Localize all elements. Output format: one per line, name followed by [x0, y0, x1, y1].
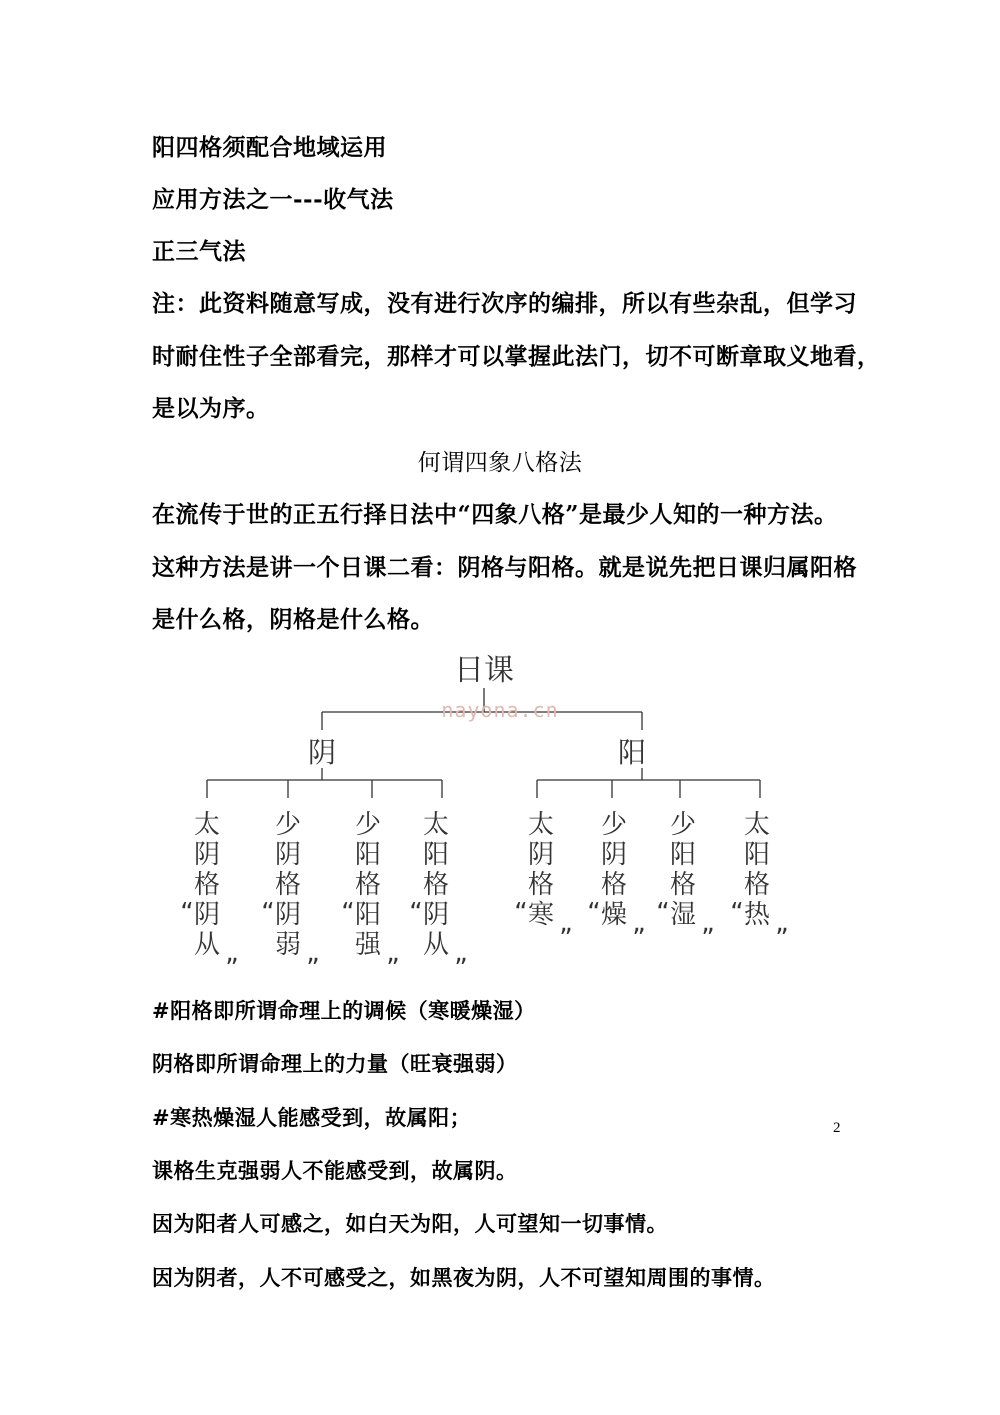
paragraph-5: 时耐住性子全部看完，那样才可以掌握此法门，切不可断章取义地看， [152, 343, 881, 370]
yin-leaf-name-char: 格 [274, 870, 302, 900]
note-line-6: 因为阴者，人不可感受之，如黑夜为阴，人不可望知周围的事情。 [152, 1265, 776, 1290]
yang-branch-label: 阳 [617, 736, 647, 769]
yin-leaf-quote-char: 弱 [274, 930, 302, 960]
yin-leaf-open-quote: “ [180, 898, 194, 928]
yin-leaf-name-char: 太 [193, 810, 221, 840]
yang-leaf-close-quote: „ [632, 908, 646, 938]
yin-leaf-close-quote: „ [386, 938, 400, 968]
note-line-4: 课格生克强弱人不能感受到，故属阴。 [152, 1158, 518, 1183]
yin-leaf-quote-char: 阴 [193, 900, 221, 930]
note-line-5: 因为阳者人可感之，如白天为阳，人可望知一切事情。 [152, 1211, 668, 1236]
yang-leaf-quote-char: 燥 [600, 900, 628, 930]
yang-leaf-open-quote: “ [656, 898, 670, 928]
yang-leaf-name-char: 少 [600, 810, 628, 840]
note-line-2: 阴格即所谓命理上的力量（旺衰强弱） [152, 1051, 518, 1076]
yin-leaf-close-quote: „ [306, 938, 320, 968]
yang-leaf-close-quote: „ [701, 908, 715, 938]
paragraph-4: 注：此资料随意写成，没有进行次序的编排，所以有些杂乱，但学习 [152, 290, 857, 317]
intro-line-2: 这种方法是讲一个日课二看：阴格与阳格。就是说先把日课归属阳格 [152, 554, 857, 581]
yin-leaf-open-quote: “ [261, 898, 275, 928]
watermark: nayona.cn [441, 698, 559, 722]
yin-branch-label: 阴 [307, 736, 337, 769]
yin-leaf-name-char: 少 [274, 810, 302, 840]
paragraph-6: 是以为序。 [152, 395, 270, 422]
yin-leaf-close-quote: „ [225, 938, 239, 968]
yin-leaf-quote-char: 阳 [354, 900, 382, 930]
yin-leaf-name-char: 阴 [274, 840, 302, 870]
yin-leaf-quote-char: 从 [193, 930, 221, 960]
yin-leaf-open-quote: “ [409, 898, 423, 928]
yang-leaf-name-char: 格 [669, 870, 697, 900]
paragraph-3: 正三气法 [152, 238, 246, 265]
yang-leaf-name-char: 阳 [743, 840, 771, 870]
yin-leaf-name-char: 格 [354, 870, 382, 900]
yang-leaf-open-quote: “ [730, 898, 744, 928]
yin-leaf-name-char: 阳 [354, 840, 382, 870]
yin-leaf-close-quote: „ [454, 938, 468, 968]
yang-leaf-quote-char: 热 [743, 900, 771, 930]
paragraph-1: 阳四格须配合地域运用 [152, 134, 387, 161]
yin-leaf-name-char: 阳 [422, 840, 450, 870]
yang-leaf-name-char: 太 [527, 810, 555, 840]
page-number: 2 [833, 1120, 841, 1136]
four-symbols-tree-diagram [0, 650, 1000, 970]
yang-leaf-close-quote: „ [559, 908, 573, 938]
yang-leaf-quote-char: 寒 [527, 900, 555, 930]
yang-leaf-name-char: 阴 [527, 840, 555, 870]
yin-leaf-quote-char: 阴 [274, 900, 302, 930]
tree-root-label: 日课 [454, 653, 514, 688]
yang-leaf-quote-char: 湿 [669, 900, 697, 930]
yin-leaf-quote-char: 阴 [422, 900, 450, 930]
yang-leaf-close-quote: „ [775, 908, 789, 938]
yin-leaf-quote-char: 从 [422, 930, 450, 960]
note-line-1: #阳格即所谓命理上的调候（寒暖燥湿） [152, 998, 536, 1023]
yang-leaf-open-quote: “ [587, 898, 601, 928]
intro-line-3: 是什么格，阴格是什么格。 [152, 606, 434, 633]
yin-leaf-name-char: 格 [193, 870, 221, 900]
note-line-3: #寒热燥湿人能感受到，故属阳； [152, 1105, 472, 1130]
yang-leaf-name-char: 少 [669, 810, 697, 840]
yang-leaf-open-quote: “ [514, 898, 528, 928]
yin-leaf-name-char: 阴 [193, 840, 221, 870]
intro-line-1: 在流传于世的正五行择日法中“四象八格”是最少人知的一种方法。 [152, 501, 838, 528]
yang-leaf-name-char: 格 [743, 870, 771, 900]
yang-leaf-name-char: 格 [527, 870, 555, 900]
yang-leaf-name-char: 阴 [600, 840, 628, 870]
paragraph-2: 应用方法之一---收气法 [152, 186, 394, 213]
yin-leaf-quote-char: 强 [354, 930, 382, 960]
yang-leaf-name-char: 太 [743, 810, 771, 840]
yang-leaf-name-char: 格 [600, 870, 628, 900]
yin-leaf-name-char: 太 [422, 810, 450, 840]
yin-leaf-name-char: 格 [422, 870, 450, 900]
section-heading: 何谓四象八格法 [417, 450, 583, 476]
yin-leaf-open-quote: “ [341, 898, 355, 928]
yang-leaf-name-char: 阳 [669, 840, 697, 870]
yin-leaf-name-char: 少 [354, 810, 382, 840]
leaf-group [180, 810, 788, 968]
